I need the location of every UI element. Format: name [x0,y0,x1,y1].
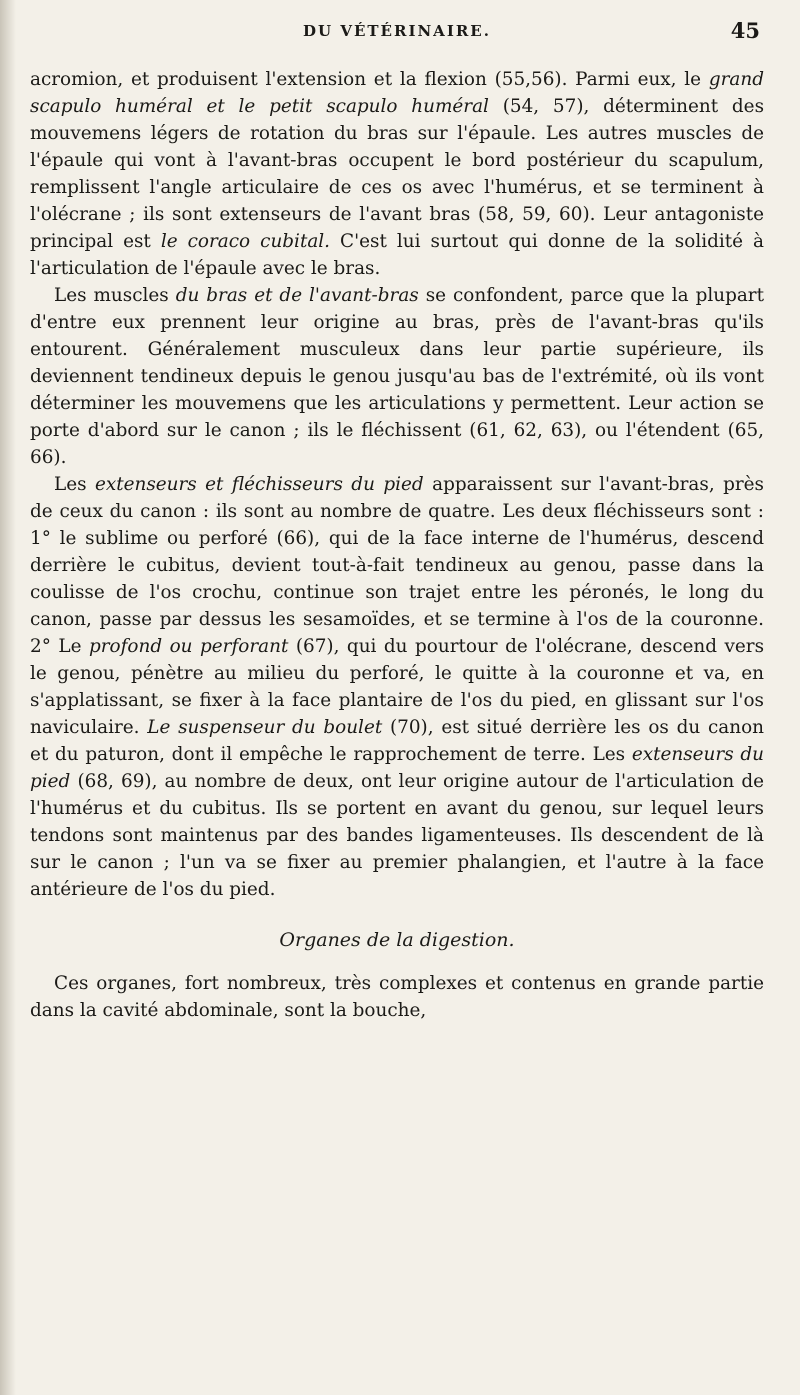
paragraph [30,282,764,471]
paragraph [30,66,764,282]
text-run: acromion, et produisent l'extension et la flexion (55,56). Parmi eux, le [30,69,709,90]
text-run: (68, 69), au nombre de deux, ont leur origine autour de l'articulation de l'humérus et du cubitus. Ils se portent en avant du genou, sur lequel leurs tendons sont maintenus par des bandes ligamenteuses. Ils descendent de là sur le canon ; l'un va se fixer au premier phalangien, et l'autre à la face antérieure de l'os du pied. [30,771,764,900]
body-text [30,66,764,1024]
italic-term: extenseurs et fléchisseurs du pied [94,474,424,495]
text-run: Les [54,474,95,495]
page-header [30,18,764,66]
text-run: C'est lui surtout qui donne de la solidité à l'articulation de l'épaule avec le bras. [30,231,764,279]
closing-paragraph: Ces organes, fort nombreux, très complexes et contenus en grande partie dans la cavité abdominale, sont la bouche, [30,973,764,1021]
italic-term: profond ou perforant [88,636,289,657]
italic-term: grand scapulo huméral et le petit scapulo huméral [30,69,764,117]
text-run: (70), est situé derrière les os du canon et du paturon, dont il empêche le rapprochement de terre. Les [30,717,764,765]
text-run: Les muscles [54,285,176,306]
text-run: (67), qui du pourtour de l'olécrane, descend vers le genou, pénètre au milieu du perforé, le quitte à la couronne et va, en s'applatissant, se fixer à la face plantaire de l'os du pied, en glissant sur l'os naviculaire. [30,636,765,738]
text-run: se confondent, parce que la plupart d'entre eux prennent leur origine au bras, près de l'avant-bras qu'ils entourent. Généralement musculeux dans leur partie supérieure, ils deviennent tendineux depuis le genou jusqu'au bas de l'extrémité, où ils vont déterminer les mouvemens que les articulations y permettent. Leur action se porte d'abord sur le canon ; ils le fléchissent (61, 62, 63), ou l'étendent (65, 66). [30,285,764,468]
running-head: DU VÉTÉRINAIRE. [303,22,491,40]
italic-term: Le suspenseur du boulet [147,717,383,738]
text-run: apparaissent sur l'avant-bras, près de ceux du canon : ils sont au nombre de quatre. Les deux fléchisseurs sont : 1° le sublime ou perforé (66), qui de la face interne de l'humérus, descend derrière le cubitus, devient tout-à-fait tendineux au genou, passe dans la coulisse de l'os crochu, continue son trajet entre les péronés, le long du canon, passe par dessus les sesamoïdes, et se termine à l'os de la couronne. 2° Le [30,474,764,657]
italic-term: extenseurs du pied [30,744,764,792]
section-title: Organes de la digestion. [279,929,515,951]
page-number: 45 [730,18,760,43]
italic-term: du bras et de l'avant-bras [175,285,419,306]
text-run: (54, 57), déterminent des mouvemens légers de rotation du bras sur l'épaule. Les autres muscles de l'épaule qui vont à l'avant-bras occupent le bord postérieur du scapulum, remplissent l'angle articulaire de ces os avec l'humérus, et se terminent à l'olécrane ; ils sont extenseurs de l'avant bras (58, 59, 60). Leur antagoniste principal est [30,96,765,252]
italic-term: le coraco cubital. [160,231,331,252]
paragraph [30,471,764,903]
